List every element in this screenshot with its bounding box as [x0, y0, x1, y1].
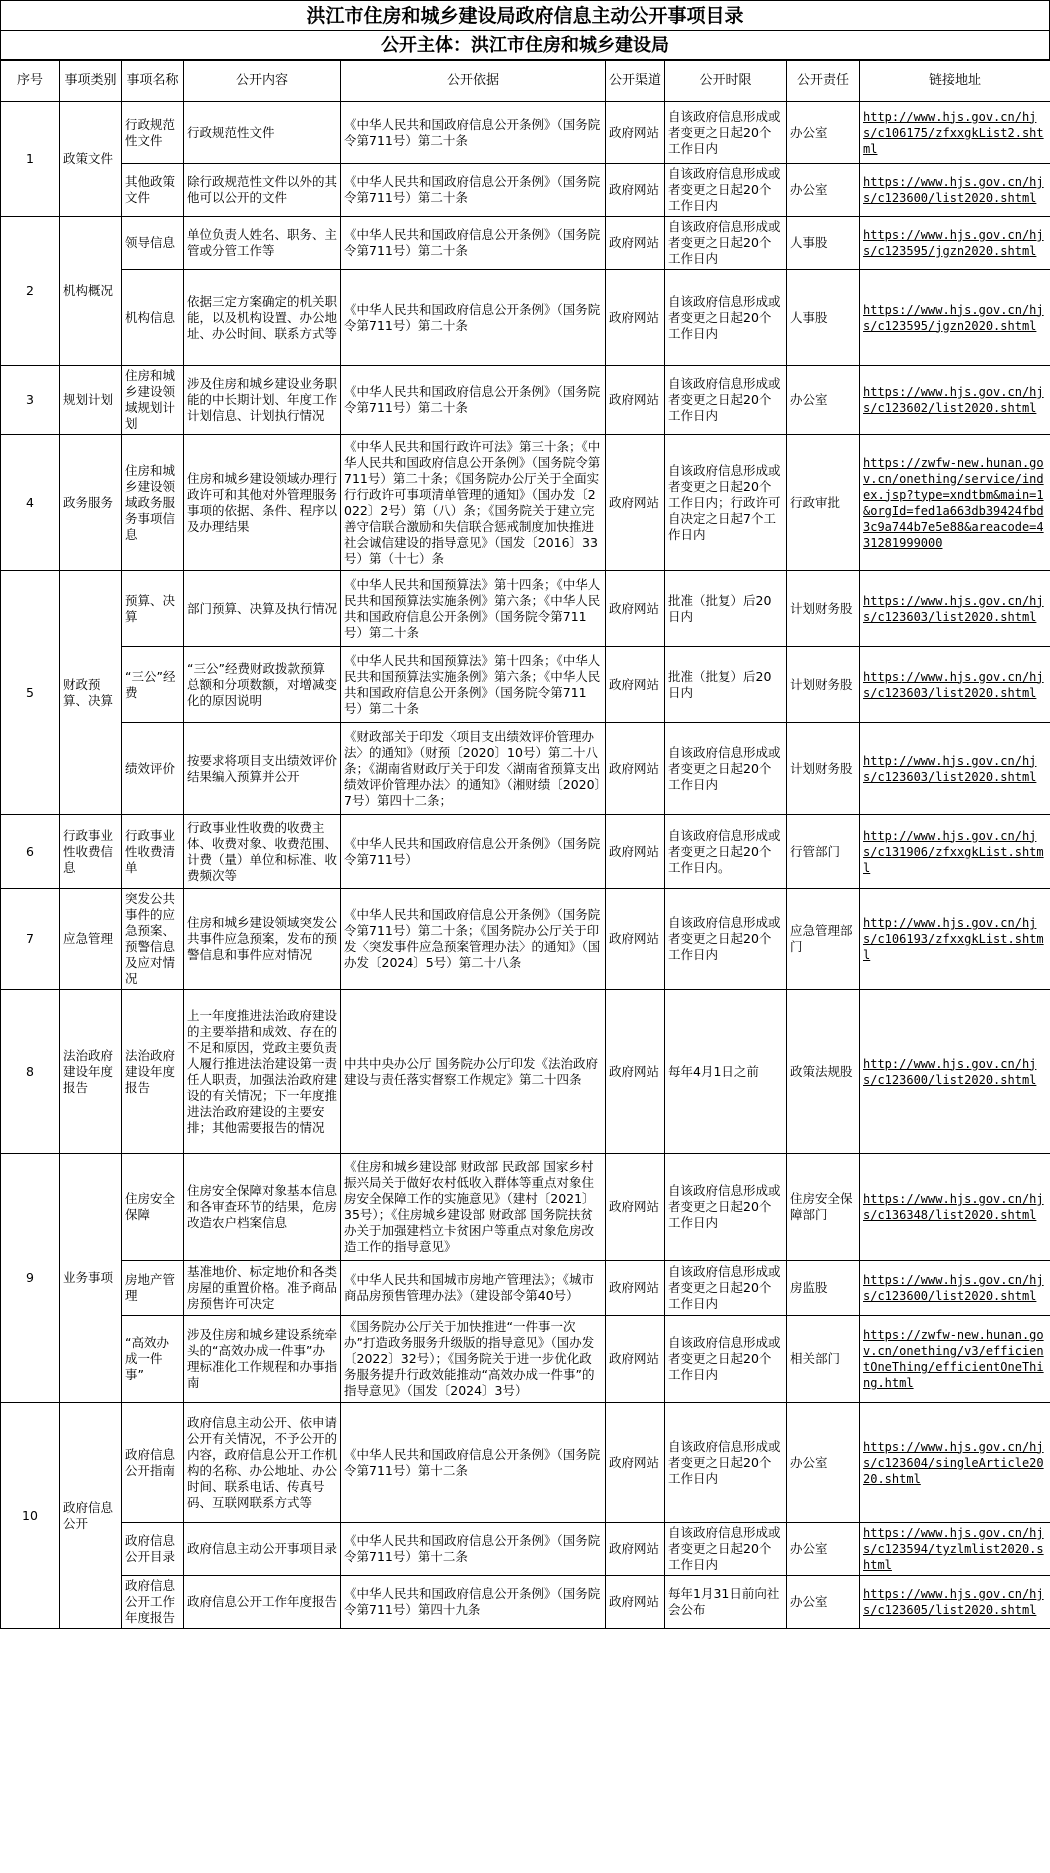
page-title: 洪江市住房和城乡建设局政府信息主动公开事项目录 — [0, 0, 1050, 30]
item-content: 部门预算、决算及执行情况 — [184, 571, 341, 647]
item-basis: 《中华人民共和国政府信息公开条例》（国务院令第711号）第十二条 — [341, 1523, 606, 1576]
group-category: 法治政府建设年度报告 — [60, 990, 122, 1154]
item-basis: 《国务院办公厅关于加快推进“一件事一次办”打造政务服务升级版的指导意见》（国办发〔2022〕32号）；《国务院关于进一步优化政务服务提升行政效能推动“高效办成一件事”的指导意见》（国发〔2024〕3号） — [341, 1316, 606, 1403]
page-subtitle: 公开主体：洪江市住房和城乡建设局 — [0, 30, 1050, 60]
item-link[interactable]: https://www.hjs.gov.cn/hjs/c123595/jgzn2020.shtml — [860, 270, 1050, 366]
header-cell: 公开时限 — [665, 61, 787, 102]
item-link[interactable]: https://www.hjs.gov.cn/hjs/c123600/list2020.shtml — [860, 1261, 1050, 1316]
item-name: 预算、决算 — [122, 571, 184, 647]
item-link[interactable]: http://www.hjs.gov.cn/hjs/c106193/zfxxgkList.shtml — [860, 889, 1050, 990]
table-row — [1, 435, 1050, 571]
item-time-limit: 自该政府信息形成或者变更之日起20个工作日内 — [665, 1154, 787, 1261]
group-category: 政策文件 — [60, 102, 122, 217]
item-time-limit: 每年1月31日前向社会公布 — [665, 1576, 787, 1629]
item-time-limit: 自该政府信息形成或者变更之日起20个工作日内 — [665, 1403, 787, 1523]
group-number: 4 — [1, 435, 60, 571]
item-responsibility: 人事股 — [787, 270, 860, 366]
item-content: 单位负责人姓名、职务、主管或分管工作等 — [184, 217, 341, 270]
item-basis: 《中华人民共和国城市房地产管理法》；《城市商品房预售管理办法》（建设部令第40号） — [341, 1261, 606, 1316]
item-link[interactable]: http://www.hjs.gov.cn/hjs/c123603/list2020.shtml — [860, 723, 1050, 815]
item-name: 房地产管理 — [122, 1261, 184, 1316]
item-name: “高效办成一件事” — [122, 1316, 184, 1403]
header-row — [1, 61, 1050, 102]
item-time-limit: 自该政府信息形成或者变更之日起20个工作日内 — [665, 102, 787, 164]
item-name: 政府信息公开指南 — [122, 1403, 184, 1523]
item-basis: 《中华人民共和国政府信息公开条例》（国务院令第711号）第二十条 — [341, 270, 606, 366]
item-content: 行政规范性文件 — [184, 102, 341, 164]
item-basis: 《中华人民共和国政府信息公开条例》（国务院令第711号）第二十条 — [341, 164, 606, 217]
header-cell: 公开渠道 — [606, 61, 665, 102]
item-channel: 政府网站 — [606, 815, 665, 889]
table-row — [1, 1154, 1050, 1261]
item-time-limit: 自该政府信息形成或者变更之日起20个工作日内 — [665, 366, 787, 435]
item-responsibility: 政策法规股 — [787, 990, 860, 1154]
item-name: 领导信息 — [122, 217, 184, 270]
item-responsibility: 房监股 — [787, 1261, 860, 1316]
item-name: 政府信息公开目录 — [122, 1523, 184, 1576]
item-channel: 政府网站 — [606, 1316, 665, 1403]
item-time-limit: 批准（批复）后20日内 — [665, 571, 787, 647]
item-time-limit: 自该政府信息形成或者变更之日起20个工作日内 — [665, 1316, 787, 1403]
item-time-limit: 自该政府信息形成或者变更之日起20个工作日内 — [665, 270, 787, 366]
header-cell: 公开内容 — [184, 61, 341, 102]
item-responsibility: 计划财务股 — [787, 723, 860, 815]
item-channel: 政府网站 — [606, 571, 665, 647]
group-number: 3 — [1, 366, 60, 435]
group-category: 行政事业性收费信息 — [60, 815, 122, 889]
table-row — [1, 1316, 1050, 1403]
item-basis: 《中华人民共和国政府信息公开条例》（国务院令第711号）第二十条 — [341, 102, 606, 164]
item-link[interactable]: https://zwfw-new.hunan.gov.cn/onething/service/index.jsp?type=xndtbm&main=1&orgId=fed1a663db39424fbd3c9a744b7e5e88&areacode=431281999000 — [860, 435, 1050, 571]
item-responsibility: 行政审批 — [787, 435, 860, 571]
item-channel: 政府网站 — [606, 102, 665, 164]
item-basis: 《中华人民共和国政府信息公开条例》（国务院令第711号）第二十条 — [341, 366, 606, 435]
table-row — [1, 164, 1050, 217]
table-row — [1, 1576, 1050, 1629]
table-row — [1, 647, 1050, 723]
item-content: 政府信息公开工作年度报告 — [184, 1576, 341, 1629]
item-responsibility: 办公室 — [787, 102, 860, 164]
table-row — [1, 723, 1050, 815]
item-content: 住房安全保障对象基本信息和各审查环节的结果，危房改造农户档案信息 — [184, 1154, 341, 1261]
table-row — [1, 1261, 1050, 1316]
item-channel: 政府网站 — [606, 1576, 665, 1629]
item-content: 政府信息主动公开、依申请公开有关情况，不予公开的内容，政府信息公开工作机构的名称、办公地址、办公时间、联系电话、传真号码、互联网联系方式等 — [184, 1403, 341, 1523]
item-basis: 《中华人民共和国政府信息公开条例》（国务院令第711号） — [341, 815, 606, 889]
item-link[interactable]: https://www.hjs.gov.cn/hjs/c123603/list2020.shtml — [860, 571, 1050, 647]
table-row — [1, 889, 1050, 990]
item-content: 政府信息主动公开事项目录 — [184, 1523, 341, 1576]
item-basis: 中共中央办公厅 国务院办公厅印发《法治政府建设与责任落实督察工作规定》第二十四条 — [341, 990, 606, 1154]
item-responsibility: 相关部门 — [787, 1316, 860, 1403]
table-row — [1, 270, 1050, 366]
table-row — [1, 102, 1050, 164]
item-name: 住房安全保障 — [122, 1154, 184, 1261]
header-cell: 公开责任 — [787, 61, 860, 102]
item-content: 涉及住房和城乡建设系统牵头的“高效办成一件事”办理标准化工作规程和办事指南 — [184, 1316, 341, 1403]
item-responsibility: 住房安全保障部门 — [787, 1154, 860, 1261]
item-responsibility: 计划财务股 — [787, 647, 860, 723]
header-cell: 事项类别 — [60, 61, 122, 102]
item-channel: 政府网站 — [606, 435, 665, 571]
item-responsibility: 办公室 — [787, 1576, 860, 1629]
group-number: 9 — [1, 1154, 60, 1403]
item-responsibility: 办公室 — [787, 1403, 860, 1523]
group-number: 2 — [1, 217, 60, 366]
item-name: 行政规范性文件 — [122, 102, 184, 164]
table-row — [1, 366, 1050, 435]
item-channel: 政府网站 — [606, 1523, 665, 1576]
item-time-limit: 自该政府信息形成或者变更之日起20个工作日内 — [665, 1523, 787, 1576]
group-number: 5 — [1, 571, 60, 815]
item-channel: 政府网站 — [606, 1261, 665, 1316]
item-channel: 政府网站 — [606, 217, 665, 270]
item-channel: 政府网站 — [606, 723, 665, 815]
item-content: 住房和城乡建设领域突发公共事件应急预案，发布的预警信息和事件应对情况 — [184, 889, 341, 990]
item-basis: 《住房和城乡建设部 财政部 民政部 国家乡村振兴局关于做好农村低收入群体等重点对象住房安全保障工作的实施意见》（建村〔2021〕35号）；《住房城乡建设部 财政部 国务院扶贫办关于加强建档立卡贫困户等重点对象危房改造工作的指导意见》 — [341, 1154, 606, 1261]
item-channel: 政府网站 — [606, 270, 665, 366]
item-name: 政府信息公开工作年度报告 — [122, 1576, 184, 1629]
item-link[interactable]: https://www.hjs.gov.cn/hjs/c123602/list2020.shtml — [860, 366, 1050, 435]
header-cell: 公开依据 — [341, 61, 606, 102]
group-number: 8 — [1, 990, 60, 1154]
item-time-limit: 自该政府信息形成或者变更之日起20个工作日内 — [665, 723, 787, 815]
item-name: 突发公共事件的应急预案、预警信息及应对情况 — [122, 889, 184, 990]
table-row — [1, 217, 1050, 270]
item-channel: 政府网站 — [606, 647, 665, 723]
item-responsibility: 办公室 — [787, 1523, 860, 1576]
group-number: 6 — [1, 815, 60, 889]
item-content: 依据三定方案确定的机关职能，以及机构设置、办公地址、办公时间、联系方式等 — [184, 270, 341, 366]
item-basis: 《中华人民共和国预算法》第十四条；《中华人民共和国预算法实施条例》第六条；《中华人民共和国政府信息公开条例》（国务院令第711号）第二十条 — [341, 647, 606, 723]
group-category: 机构概况 — [60, 217, 122, 366]
table-row — [1, 990, 1050, 1154]
item-link[interactable]: https://www.hjs.gov.cn/hjs/c123605/list2020.shtml — [860, 1576, 1050, 1629]
item-channel: 政府网站 — [606, 164, 665, 217]
item-link[interactable]: https://www.hjs.gov.cn/hjs/c123594/tyzlmlist2020.shtml — [860, 1523, 1050, 1576]
item-name: 机构信息 — [122, 270, 184, 366]
header-cell: 事项名称 — [122, 61, 184, 102]
item-name: 住房和城乡建设领域政务服务事项信息 — [122, 435, 184, 571]
item-link[interactable]: https://zwfw-new.hunan.gov.cn/onething/v3/efficientOneThing/efficientOneThing.html — [860, 1316, 1050, 1403]
item-basis: 《中华人民共和国政府信息公开条例》（国务院令第711号）第二十条；《国务院办公厅关于印发〈突发事件应急预案管理办法〉的通知》（国办发〔2024〕5号）第二十八条 — [341, 889, 606, 990]
item-responsibility: 应急管理部门 — [787, 889, 860, 990]
item-name: 绩效评价 — [122, 723, 184, 815]
item-responsibility: 办公室 — [787, 366, 860, 435]
item-link[interactable]: https://www.hjs.gov.cn/hjs/c123600/list2020.shtml — [860, 164, 1050, 217]
item-name: “三公”经费 — [122, 647, 184, 723]
item-link[interactable]: http://www.hjs.gov.cn/hjs/c123600/list2020.shtml — [860, 990, 1050, 1154]
item-time-limit: 自该政府信息形成或者变更之日起20个工作日内 — [665, 164, 787, 217]
item-responsibility: 计划财务股 — [787, 571, 860, 647]
table-body — [1, 102, 1050, 1629]
item-responsibility: 办公室 — [787, 164, 860, 217]
item-link[interactable]: https://www.hjs.gov.cn/hjs/c123595/jgzn2020.shtml — [860, 217, 1050, 270]
group-category: 政务服务 — [60, 435, 122, 571]
item-time-limit: 自该政府信息形成或者变更之日起20个工作日内 — [665, 889, 787, 990]
group-category: 政府信息公开 — [60, 1403, 122, 1629]
item-basis: 《中华人民共和国政府信息公开条例》（国务院令第711号）第十二条 — [341, 1403, 606, 1523]
group-category: 财政预算、决算 — [60, 571, 122, 815]
item-channel: 政府网站 — [606, 1154, 665, 1261]
item-link[interactable]: https://www.hjs.gov.cn/hjs/c123603/list2020.shtml — [860, 647, 1050, 723]
item-name: 法治政府建设年度报告 — [122, 990, 184, 1154]
group-number: 7 — [1, 889, 60, 990]
item-content: 行政事业性收费的收费主体、收费对象、收费范围、计费（量）单位和标准、收费频次等 — [184, 815, 341, 889]
group-category: 业务事项 — [60, 1154, 122, 1403]
item-name: 其他政策文件 — [122, 164, 184, 217]
item-time-limit: 自该政府信息形成或者变更之日起20个工作日内。 — [665, 815, 787, 889]
item-basis: 《中华人民共和国政府信息公开条例》（国务院令第711号）第四十九条 — [341, 1576, 606, 1629]
header-cell: 序号 — [1, 61, 60, 102]
item-basis: 《中华人民共和国行政许可法》第三十条；《中华人民共和国政府信息公开条例》（国务院令第711号）第二十条；《国务院办公厅关于全面实行行政许可事项清单管理的通知》（国办发〔2022〕2号）第（八）条；《国务院关于建立完善守信联合激励和失信联合惩戒制度加快推进社会诚信建设的指导意见》（国发〔2016〕33号）第（十七）条 — [341, 435, 606, 571]
item-link[interactable]: https://www.hjs.gov.cn/hjs/c136348/list2020.shtml — [860, 1154, 1050, 1261]
table-row — [1, 1523, 1050, 1576]
item-basis: 《中华人民共和国政府信息公开条例》（国务院令第711号）第二十条 — [341, 217, 606, 270]
group-category: 规划计划 — [60, 366, 122, 435]
item-time-limit: 批准（批复）后20日内 — [665, 647, 787, 723]
item-link[interactable]: http://www.hjs.gov.cn/hjs/c106175/zfxxgkList2.shtml — [860, 102, 1050, 164]
item-basis: 《财政部关于印发〈项目支出绩效评价管理办法〉的通知》（财预〔2020〕10号）第二十八条；《湖南省财政厅关于印发〈湖南省预算支出绩效评价管理办法〉的通知》（湘财绩〔2020〕7号）第四十二条； — [341, 723, 606, 815]
item-link[interactable]: https://www.hjs.gov.cn/hjs/c123604/singleArticle2020.shtml — [860, 1403, 1050, 1523]
item-content: 除行政规范性文件以外的其他可以公开的文件 — [184, 164, 341, 217]
item-time-limit: 自该政府信息形成或者变更之日起20个工作日内；行政许可自决定之日起7个工作日内 — [665, 435, 787, 571]
item-content: 按要求将项目支出绩效评价结果编入预算并公开 — [184, 723, 341, 815]
item-time-limit: 自该政府信息形成或者变更之日起20个工作日内 — [665, 1261, 787, 1316]
group-category: 应急管理 — [60, 889, 122, 990]
header-cell: 链接地址 — [860, 61, 1050, 102]
table-row — [1, 1403, 1050, 1523]
disclosure-table — [0, 60, 1050, 1629]
item-content: 住房和城乡建设领域办理行政许可和其他对外管理服务事项的依据、条件、程序以及办理结果 — [184, 435, 341, 571]
item-content: 基准地价、标定地价和各类房屋的重置价格。准予商品房预售许可决定 — [184, 1261, 341, 1316]
item-content: 涉及住房和城乡建设业务职能的中长期计划、年度工作计划信息、计划执行情况 — [184, 366, 341, 435]
item-content: 上一年度推进法治政府建设的主要举措和成效、存在的不足和原因，党政主要负责人履行推进法治建设第一责任人职责，加强法治政府建设的有关情况；下一年度推进法治政府建设的主要安排；其他需要报告的情况 — [184, 990, 341, 1154]
item-basis: 《中华人民共和国预算法》第十四条；《中华人民共和国预算法实施条例》第六条；《中华人民共和国政府信息公开条例》（国务院令第711号）第二十条 — [341, 571, 606, 647]
item-time-limit: 自该政府信息形成或者变更之日起20个工作日内 — [665, 217, 787, 270]
table-row — [1, 571, 1050, 647]
item-responsibility: 行管部门 — [787, 815, 860, 889]
item-link[interactable]: http://www.hjs.gov.cn/hjs/c131906/zfxxgkList.shtml — [860, 815, 1050, 889]
item-channel: 政府网站 — [606, 366, 665, 435]
item-responsibility: 人事股 — [787, 217, 860, 270]
item-channel: 政府网站 — [606, 1403, 665, 1523]
item-content: “三公”经费财政拨款预算总额和分项数额，对增减变化的原因说明 — [184, 647, 341, 723]
group-number: 1 — [1, 102, 60, 217]
item-name: 行政事业性收费清单 — [122, 815, 184, 889]
item-channel: 政府网站 — [606, 990, 665, 1154]
item-channel: 政府网站 — [606, 889, 665, 990]
item-time-limit: 每年4月1日之前 — [665, 990, 787, 1154]
table-row — [1, 815, 1050, 889]
group-number: 10 — [1, 1403, 60, 1629]
item-name: 住房和城乡建设领域规划计划 — [122, 366, 184, 435]
